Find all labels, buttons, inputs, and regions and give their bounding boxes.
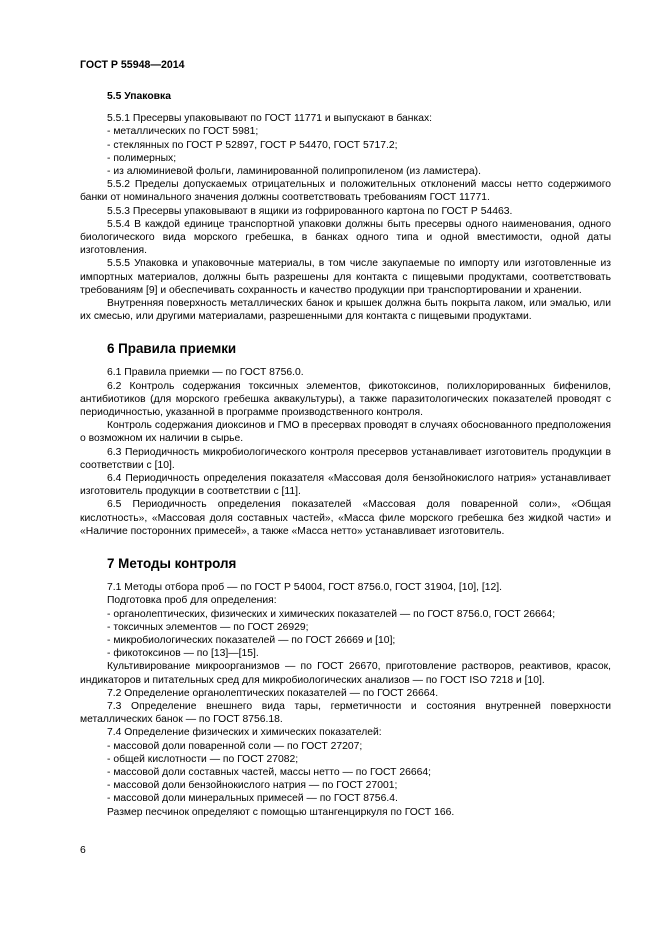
section-heading-6: 6 Правила приемки [107, 341, 237, 357]
paragraph: 6.1 Правила приемки — по ГОСТ 8756.0. [107, 367, 304, 379]
paragraph: - органолептических, физических и химических показателей — по ГОСТ 8756.0, ГОСТ 26664; [107, 608, 556, 620]
paragraph: 6.3 Периодичность микробиологического контроля пресервов устанавливает изготовитель продукции в соответствии с [10]. [80, 446, 611, 471]
paragraph: Контроль содержания диоксинов и ГМО в пресервах проводят в случаях обоснованного предположения о возможном их наличии в сырье. [80, 420, 611, 445]
paragraph: - полимерных; [107, 152, 177, 164]
paragraph: 7.1 Методы отбора проб — по ГОСТ Р 54004, ГОСТ 8756.0, ГОСТ 31904, [10], [12]. [107, 582, 503, 594]
paragraph: Культивирование микроорганизмов — по ГОСТ 26670, приготовление растворов, реактивов, красок, индикаторов и питательных сред для микробиологических анализов — по ГОСТ ISO 7218 и [10]. [80, 661, 611, 686]
paragraph: 5.5.2 Пределы допускаемых отрицательных и положительных отклонений массы нетто содержимого банки от номинального значения должны соответствовать требованиям ГОСТ 11771. [80, 179, 611, 204]
paragraph: - массовой доли минеральных примесей — по ГОСТ 8756.4. [107, 793, 398, 805]
paragraph: - металлических по ГОСТ 5981; [107, 126, 259, 138]
section-7-body [80, 581, 611, 819]
section-6-body [80, 366, 611, 538]
paragraph: Подготовка проб для определения: [107, 595, 277, 607]
paragraph: 7.4 Определение физических и химических показателей: [107, 727, 382, 739]
subsection-5-5-body [80, 112, 611, 323]
paragraph: 5.5.5 Упаковка и упаковочные материалы, в том числе закупаемые по импорту или изготовленные из импортных материалов, должны быть разрешены для контакта с пищевыми продуктами, соответствовать требованиям [9] и обеспечивать сохранность и качество продукции при транспортировании и хранении. [80, 258, 611, 296]
subsection-heading-5-5: 5.5 Упаковка [107, 91, 171, 102]
paragraph: 6.2 Контроль содержания токсичных элементов, фикотоксинов, полихлорированных бифенилов, антибиотиков (для морского гребешка аквакультуры), а также паразитологических показателей проводят с периодичностью, указанной в программе производственного контроля. [80, 380, 611, 419]
paragraph: - фикотоксинов — по [13]—[15]. [107, 648, 259, 660]
document-header: ГОСТ Р 55948—2014 [80, 59, 185, 71]
document-body [80, 90, 611, 819]
paragraph: - стеклянных по ГОСТ Р 52897, ГОСТ Р 54470, ГОСТ 5717.2; [107, 139, 398, 151]
paragraph: - массовой доли поваренной соли — по ГОСТ 27207; [107, 740, 363, 752]
paragraph: Внутренняя поверхность металлических банок и крышек должна быть покрыта лаком, или эмалью, или их смесью, или другими материалами, разрешенными для контакта с пищевыми продуктами. [80, 298, 611, 323]
paragraph: - общей кислотности — по ГОСТ 27082; [107, 753, 299, 765]
paragraph: 5.5.3 Пресервы упаковывают в ящики из гофрированного картона по ГОСТ Р 54463. [107, 205, 513, 217]
paragraph: 5.5.4 В каждой единице транспортной упаковки должны быть пресервы одного наименования, одного биологического вида морского гребешка, в банках одного типа и одной вместимости, одной даты изготовления. [80, 218, 611, 257]
paragraph: 7.2 Определение органолептических показателей — по ГОСТ 26664. [107, 687, 439, 699]
paragraph: - из алюминиевой фольги, ламинированной полипропиленом (из ламистера). [107, 166, 482, 178]
paragraph: Размер песчинок определяют с помощью штангенциркуля по ГОСТ 166. [107, 806, 455, 818]
paragraph: - микробиологических показателей — по ГОСТ 26669 и [10]; [107, 634, 396, 646]
paragraph: - массовой доли бензойнокислого натрия — по ГОСТ 27001; [107, 780, 398, 792]
paragraph: 7.3 Определение внешнего вида тары, герметичности и состояния внутренней поверхности металлических банок — по ГОСТ 8756.18. [80, 700, 611, 726]
paragraph: 5.5.1 Пресервы упаковывают по ГОСТ 11771 и выпускают в банках: [107, 113, 433, 125]
paragraph: - массовой доли составных частей, массы нетто — по ГОСТ 26664; [107, 766, 432, 778]
paragraph: 6.4 Периодичность определения показателя «Массовая доля бензойнокислого натрия» устанавливает изготовитель продукции в соответствии с [11]. [80, 473, 611, 498]
section-heading-7: 7 Методы контроля [107, 556, 237, 572]
page-number: 6 [80, 845, 86, 856]
paragraph: 6.5 Периодичность определения показателей «Массовая доля поваренной соли», «Общая кислотность», «Массовая доля составных частей», «Масса филе морского гребешка без жидкой части» и «Наличие посторонних примесей», а также «Масса нетто» устанавливает изготовитель. [80, 499, 611, 537]
paragraph: - токсичных элементов — по ГОСТ 26929; [107, 621, 309, 633]
